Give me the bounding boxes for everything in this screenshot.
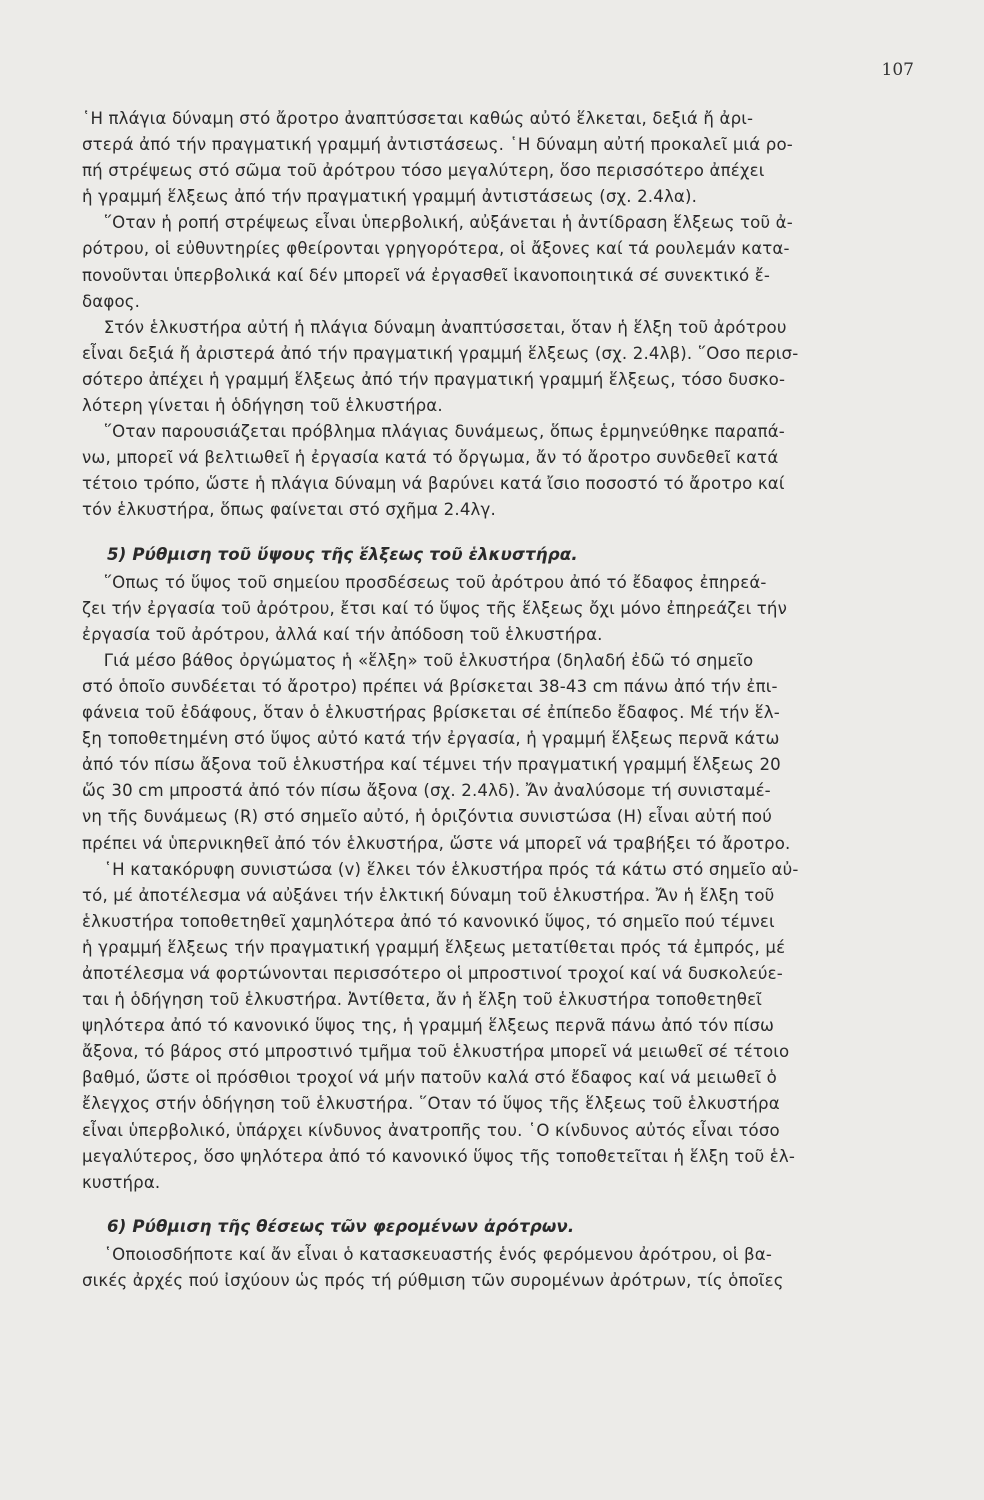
text-line: ζει τήν ἐργασία τοῦ ἀρότρου, ἔτσι καί τό ὕψος τῆς ἕλξεως ὄχι μόνο ἐπηρεάζει τήν bbox=[82, 598, 788, 618]
text-line: ἐργασία τοῦ ἀρότρου, ἀλλά καί τήν ἀπόδοση τοῦ ἑλκυστήρα. bbox=[82, 624, 603, 644]
page-number: 107 bbox=[881, 60, 914, 80]
text-line: λότερη γίνεται ἡ ὁδήγηση τοῦ ἑλκυστήρα. bbox=[82, 396, 443, 416]
text-line: ῞Οπως τό ὕψος τοῦ σημείου προσδέσεως τοῦ ἀρότρου ἀπό τό ἔδαφος ἐπηρεά- bbox=[82, 572, 767, 592]
text-line: σικές ἀρχές πού ἰσχύουν ὡς πρός τή ρύθμιση τῶν συρομένων ἀρότρων, τίς ὁποῖες bbox=[82, 1271, 784, 1291]
text-line: ῾Η κατακόρυφη συνιστώσα (v) ἕλκει τόν ἑλκυστήρα πρός τά κάτω στό σημεῖο αὐ- bbox=[82, 859, 799, 879]
text-line: ξη τοποθετημένη στό ὕψος αὐτό κατά τήν ἐργασία, ἡ γραμμή ἕλξεως περνᾶ κάτω bbox=[82, 729, 780, 749]
text-line: ἀπό τόν πίσω ἄξονα τοῦ ἑλκυστήρα καί τέμνει τήν πραγματική γραμμή ἕλξεως 20 bbox=[82, 755, 781, 775]
heading-mounted-plough-position: 6) Ρύθμιση τῆς θέσεως τῶν φερομένων ἀρότρων. bbox=[107, 1216, 575, 1236]
text-line: σότερο ἀπέχει ἡ γραμμή ἕλξεως ἀπό τήν πραγματική γραμμή ἕλξεως, τόσο δυσκο- bbox=[82, 369, 786, 389]
text-line: εἶναι ὑπερβολικό, ὑπάρχει κίνδυνος ἀνατροπῆς του. ῾Ο κίνδυνος αὐτός εἶναι τόσο bbox=[82, 1120, 780, 1140]
text-line: ἄξονα, τό βάρος στό μπροστινό τμῆμα τοῦ ἑλκυστήρα μπορεῖ νά μειωθεῖ σέ τέτοιο bbox=[82, 1042, 790, 1062]
text-line: μεγαλύτερος, ὅσο ψηλότερα ἀπό τό κανονικό ὕψος τῆς τοποθετεῖται ἡ ἕλξη τοῦ ἑλ- bbox=[82, 1146, 796, 1166]
text-line: πρέπει νά ὑπερνικηθεῖ ἀπό τόν ἑλκυστήρα, ὥστε νά μπορεῖ νά τραβήξει τό ἄροτρο. bbox=[82, 833, 791, 853]
text-line: ἡ γραμμή ἕλξεως ἀπό τήν πραγματική γραμμή ἀντιστάσεως (σχ. 2.4λα). bbox=[82, 187, 698, 207]
section-mounted-plough-position bbox=[82, 1242, 918, 1294]
text-line: ῞Οταν παρουσιάζεται πρόβλημα πλάγιας δυνάμεως, ὅπως ἑρμηνεύθηκε παραπά- bbox=[82, 422, 785, 442]
text-line: τέτοιο τρόπο, ὥστε ἡ πλάγια δύναμη νά βαρύνει κατά ἴσιο ποσοστό τό ἄροτρο καί bbox=[82, 474, 785, 494]
text-line: ἔλεγχος στήν ὁδήγηση τοῦ ἑλκυστήρα. ῞Οταν τό ὕψος τῆς ἕλξεως τοῦ ἑλκυστήρα bbox=[82, 1094, 780, 1114]
heading-hitch-height: 5) Ρύθμιση τοῦ ὕψους τῆς ἕλξεως τοῦ ἑλκυστήρα. bbox=[107, 544, 578, 564]
text-line: Γιά μέσο βάθος ὀργώματος ἡ «ἕλξη» τοῦ ἑλκυστήρα (δηλαδή ἐδῶ τό σημεῖο bbox=[82, 650, 754, 670]
text-line: πονοῦνται ὑπερβολικά καί δέν μπορεῖ νά ἐργασθεῖ ἱκανοποιητικά σέ συνεκτικό ἔ- bbox=[82, 265, 770, 285]
text-line: ἡ γραμμή ἕλξεως τήν πραγματική γραμμή ἕλξεως μετατίθεται πρός τά ἐμπρός, μέ bbox=[82, 937, 786, 957]
text-line: νη τῆς δυνάμεως (R) στό σημεῖο αὐτό, ἡ ὁριζόντια συνιστώσα (H) εἶναι αὐτή πού bbox=[82, 807, 772, 827]
text-line: ψηλότερα ἀπό τό κανονικό ὕψος της, ἡ γραμμή ἕλξεως περνᾶ πάνω ἀπό τόν πίσω bbox=[82, 1016, 775, 1036]
text-line: ὥς 30 cm μπροστά ἀπό τόν πίσω ἄξονα (σχ. 2.4λδ). Ἄν ἀναλύσομε τή συνισταμέ- bbox=[82, 781, 771, 801]
text-line: ἑλκυστήρα τοποθετηθεῖ χαμηλότερα ἀπό τό κανονικό ὕψος, τό σημεῖο πού τέμνει bbox=[82, 911, 775, 931]
section-side-force bbox=[82, 106, 918, 524]
text-line: ται ἡ ὁδήγηση τοῦ ἑλκυστήρα. Ἀντίθετα, ἄν ἡ ἕλξη τοῦ ἑλκυστήρα τοποθετηθεῖ bbox=[82, 990, 762, 1010]
text-line: ῞Οταν ἡ ροπή στρέψεως εἶναι ὑπερβολική, αὐξάνεται ἡ ἀντίδραση ἕλξεως τοῦ ἀ- bbox=[82, 213, 793, 233]
text-line: ῾Οποιοσδήποτε καί ἄν εἶναι ὁ κατασκευαστής ἑνός φερόμενου ἀρότρου, οἱ βα- bbox=[82, 1244, 773, 1264]
text-line: Στόν ἑλκυστήρα αὐτή ἡ πλάγια δύναμη ἀναπτύσσεται, ὅταν ἡ ἕλξη τοῦ ἀρότρου bbox=[82, 317, 787, 337]
text-line: φάνεια τοῦ ἐδάφους, ὅταν ὁ ἑλκυστήρας βρίσκεται σέ ἐπίπεδο ἔδαφος. Μέ τήν ἕλ- bbox=[82, 703, 780, 723]
section-hitch-height bbox=[82, 570, 918, 1196]
text-line: βαθμό, ὥστε οἱ πρόσθιοι τροχοί νά μήν πατοῦν καλά στό ἔδαφος καί νά μειωθεῖ ὁ bbox=[82, 1068, 777, 1088]
text-line: ῾Η πλάγια δύναμη στό ἄροτρο ἀναπτύσσεται καθώς αὐτό ἕλκεται, δεξιά ἤ ἀρι- bbox=[82, 109, 754, 128]
text-line: κυστήρα. bbox=[82, 1172, 161, 1192]
text-line: νω, μπορεῖ νά βελτιωθεῖ ἡ ἐργασία κατά τό ὄργωμα, ἄν τό ἄροτρο συνδεθεῖ κατά bbox=[82, 448, 779, 468]
text-line: ἀποτέλεσμα νά φορτώνονται περισσότερο οἱ μπροστινοί τροχοί καί νά δυσκολεύε- bbox=[82, 964, 783, 983]
text-line: εἶναι δεξιά ἤ ἀριστερά ἀπό τήν πραγματική γραμμή ἕλξεως (σχ. 2.4λβ). ῞Οσο περισ- bbox=[82, 343, 799, 363]
text-line: στερά ἀπό τήν πραγματική γραμμή ἀντιστάσεως. ῾Η δύναμη αὐτή προκαλεῖ μιά ρο- bbox=[82, 135, 793, 155]
text-line: τόν ἑλκυστήρα, ὅπως φαίνεται στό σχῆμα 2.4λγ. bbox=[82, 500, 496, 520]
text-line: ρότρου, οἱ εὐθυντηρίες φθείρονται γρηγορότερα, οἱ ἄξονες καί τά ρουλεμάν κατα- bbox=[82, 239, 790, 259]
body-text bbox=[82, 106, 918, 1294]
text-line: τό, μέ ἀποτέλεσμα νά αὐξάνει τήν ἑλκτική δύναμη τοῦ ἑλκυστήρα. Ἄν ἡ ἕλξη τοῦ bbox=[82, 885, 775, 905]
text-line: στό ὁποῖο συνδέεται τό ἄροτρο) πρέπει νά βρίσκεται 38-43 cm πάνω ἀπό τήν ἐπι- bbox=[82, 676, 778, 696]
text-line: πή στρέψεως στό σῶμα τοῦ ἀρότρου τόσο μεγαλύτερη, ὅσο περισσότερο ἀπέχει bbox=[82, 161, 765, 181]
text-line: δαφος. bbox=[82, 291, 141, 311]
